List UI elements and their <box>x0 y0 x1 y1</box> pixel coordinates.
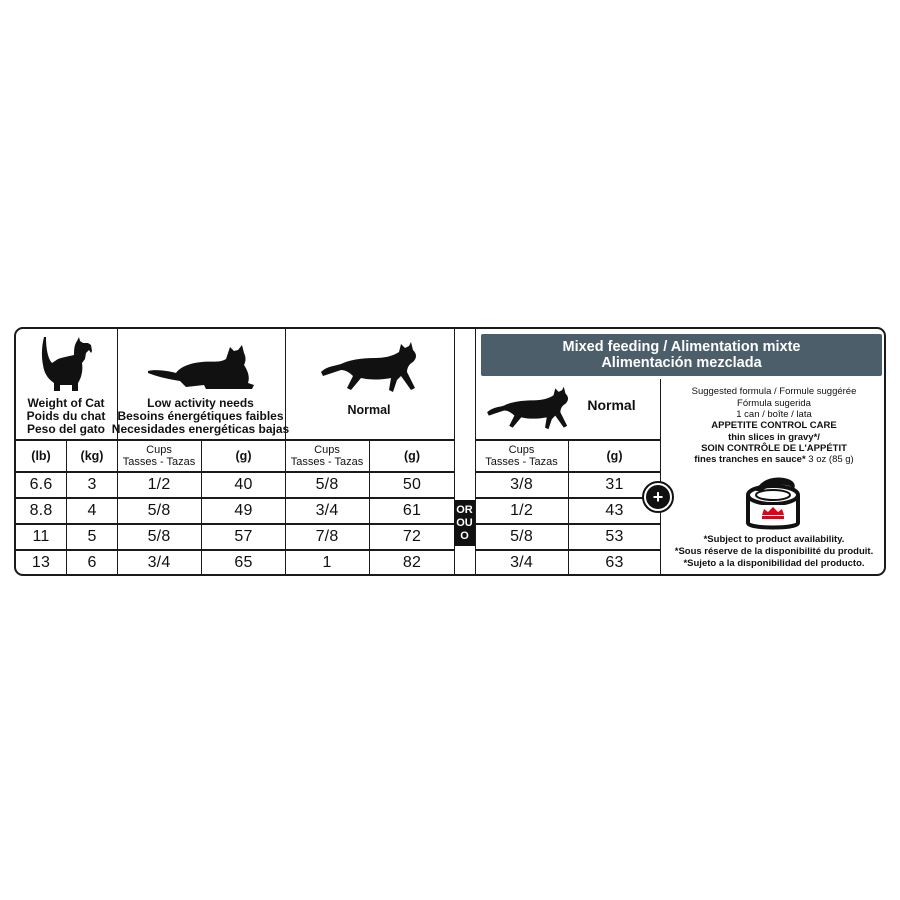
kg-header: (kg) <box>80 449 104 463</box>
low-grams-header: (g) <box>235 449 252 463</box>
cell-low-cups: 5/8 <box>147 502 171 519</box>
cell-lb: 6.6 <box>29 476 53 493</box>
cell-mix-g: 43 <box>605 502 624 519</box>
weight-header-en: Weight of Cat <box>27 395 105 410</box>
suggested-line-7: fines tranches en sauce* 3 oz (85 g) <box>694 454 854 466</box>
weight-cat-icon <box>16 333 116 395</box>
plus-icon: + <box>642 481 674 513</box>
mixed-feeding-title: Mixed feeding / Alimentation mixte <box>562 339 801 355</box>
wet-food-can-icon <box>741 472 805 534</box>
disclaimer-en: *Subject to product availability. <box>703 534 845 545</box>
cell-low-cups: 5/8 <box>147 528 171 545</box>
weight-header-fr: Poids du chat <box>26 408 106 423</box>
disclaimer-es: *Sujeto a la disponibilidad del producto. <box>683 558 865 569</box>
disclaimer-fr: *Sous réserve de la disponibilité du produit. <box>674 546 874 557</box>
cell-norm-g: 61 <box>402 502 422 519</box>
cell-norm-cups: 1 <box>322 554 332 571</box>
mixed-cups-header: Cups Tasses - Tazas <box>485 444 558 468</box>
cell-norm-g: 72 <box>402 528 422 545</box>
or-label: OR OU O <box>454 500 475 546</box>
mixed-walking-cat-icon <box>478 381 578 435</box>
cell-kg: 3 <box>87 476 97 493</box>
cell-kg: 6 <box>87 554 97 571</box>
cell-norm-cups: 7/8 <box>315 528 339 545</box>
cell-low-g: 40 <box>234 476 253 493</box>
feeding-guide-table <box>14 327 886 576</box>
suggested-line-5: thin slices in gravy*/ <box>728 431 820 443</box>
weight-of-cat-header <box>16 393 116 439</box>
weight-header-es: Peso del gato <box>26 421 106 436</box>
normal-grams-header: (g) <box>404 449 420 463</box>
mixed-grams-header: (g) <box>606 449 623 463</box>
cell-lb: 11 <box>32 528 50 545</box>
suggested-line-3: 1 can / boîte / lata <box>736 409 812 421</box>
low-activity-en: Low activity needs <box>147 395 254 410</box>
disclaimer <box>662 531 886 573</box>
normal-cups-header: Cups Tasses - Tazas <box>290 444 364 468</box>
cell-mix-g: 53 <box>605 528 624 545</box>
cell-mix-g: 31 <box>605 476 624 493</box>
mixed-feeding-subtitle: Alimentación mezclada <box>601 355 762 371</box>
cell-lb: 8.8 <box>29 502 53 519</box>
cell-low-g: 57 <box>234 528 253 545</box>
cell-mix-cups: 1/2 <box>510 502 533 519</box>
mixed-normal-header: Normal <box>587 397 636 413</box>
low-activity-es: Necesidades energéticas bajas <box>111 421 290 436</box>
low-activity-header <box>111 393 290 439</box>
cell-norm-g: 50 <box>402 476 422 493</box>
suggested-line-2: Fórmula sugerida <box>737 397 811 409</box>
cell-mix-g: 63 <box>605 554 624 571</box>
cell-norm-g: 82 <box>402 554 422 571</box>
lying-cat-icon <box>117 339 284 395</box>
suggested-line-4: APPETITE CONTROL CARE <box>711 420 837 432</box>
cell-mix-cups: 5/8 <box>510 528 533 545</box>
cell-low-g: 65 <box>234 554 253 571</box>
normal-header: Normal <box>347 403 391 417</box>
suggested-line-1: Suggested formula / Formule suggérée <box>691 386 857 398</box>
cell-low-cups: 1/2 <box>147 476 171 493</box>
cell-norm-cups: 5/8 <box>315 476 339 493</box>
cell-lb: 13 <box>31 554 51 571</box>
cell-mix-cups: 3/4 <box>510 554 533 571</box>
suggested-formula <box>662 383 886 469</box>
suggested-line-6: SOIN CONTRÔLE DE L'APPÉTIT <box>701 442 847 454</box>
walking-cat-icon <box>285 337 453 397</box>
lb-header: (lb) <box>31 449 51 463</box>
cell-mix-cups: 3/8 <box>510 476 533 493</box>
mixed-feeding-header <box>481 334 882 376</box>
cell-kg: 5 <box>87 528 97 545</box>
cell-norm-cups: 3/4 <box>315 502 339 519</box>
cell-kg: 4 <box>87 502 97 519</box>
low-activity-fr: Besoins énergétiques faibles <box>117 408 284 423</box>
low-cups-header: Cups Tasses - Tazas <box>122 444 196 468</box>
cell-low-cups: 3/4 <box>147 554 171 571</box>
cell-low-g: 49 <box>234 502 253 519</box>
